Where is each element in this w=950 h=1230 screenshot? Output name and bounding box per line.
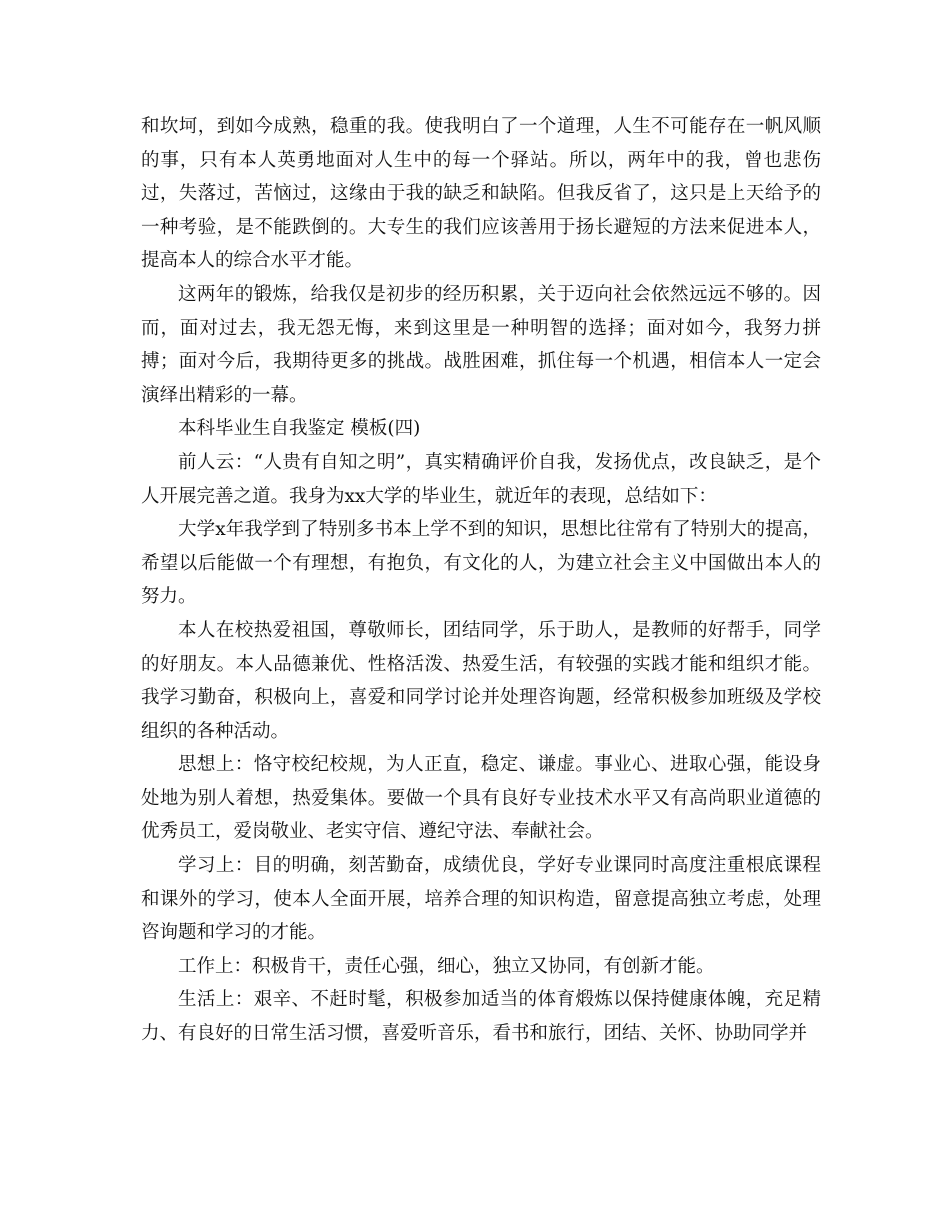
paragraph-8: 工作上：积极肯干，责任心强，细心，独立又协同，有创新才能。 bbox=[178, 955, 715, 977]
paragraph-3: 前人云：“人贵有自知之明”，真实精确评价自我，发扬优点，改良缺乏，是个人开展完善之道。我身为xx大学的毕业生，就近年的表现，总结如下： bbox=[141, 451, 821, 507]
paragraph-7: 学习上：目的明确，刻苦勤奋，成绩优良，学好专业课同时高度注重根底课程和课外的学习，使本人全面开展，培养合理的知识构造，留意提高独立考虑，处理咨询题和学习的才能。 bbox=[141, 855, 821, 944]
paragraph-4: 大学x年我学到了特别多书本上学不到的知识，思想比往常有了特别大的提高，希望以后能做一个有理想，有抱负，有文化的人，为建立社会主义中国做出本人的努力。 bbox=[141, 519, 821, 608]
document-body bbox=[141, 110, 821, 1051]
paragraph-6: 思想上：恪守校纪校规，为人正直，稳定、谦虚。事业心、进取心强，能设身处地为别人着想，热爱集体。要做一个具有良好专业技术水平又有高尚职业道德的优秀员工，爱岗敬业、老实守信、遵纪守法、奉献社会。 bbox=[141, 754, 821, 843]
paragraph-9: 生活上：艰辛、不赶时髦，积极参加适当的体育煅炼以保持健康体魄，充足精力、有良好的日常生活习惯，喜爱听音乐，看书和旅行，团结、关怀、协助同学并 bbox=[141, 989, 821, 1045]
section-heading: 本科毕业生自我鉴定 模板(四) bbox=[178, 418, 421, 440]
paragraph-2: 这两年的锻炼，给我仅是初步的经历积累，关于迈向社会依然远远不够的。因而，面对过去，我无怨无悔，来到这里是一种明智的选择；面对如今，我努力拼搏；面对今后，我期待更多的挑战。战胜困难，抓住每一个机遇，相信本人一定会演绎出精彩的一幕。 bbox=[141, 283, 821, 406]
paragraph-5: 本人在校热爱祖国，尊敬师长，团结同学，乐于助人，是教师的好帮手，同学的好朋友。本人品德兼优、性格活泼、热爱生活，有较强的实践才能和组织才能。我学习勤奋，积极向上，喜爱和同学讨论并处理咨询题，经常积极参加班级及学校组织的各种活动。 bbox=[141, 619, 821, 742]
paragraph-1: 和坎坷，到如今成熟，稳重的我。使我明白了一个道理，人生不可能存在一帆风顺的事，只有本人英勇地面对人生中的每一个驿站。所以，两年中的我，曾也悲伤过，失落过，苦恼过，这缘由于我的缺乏和缺陷。但我反省了，这只是上天给予的一种考验，是不能跌倒的。大专生的我们应该善用于扬长避短的方法来促进本人，提高本人的综合水平才能。 bbox=[141, 116, 821, 272]
